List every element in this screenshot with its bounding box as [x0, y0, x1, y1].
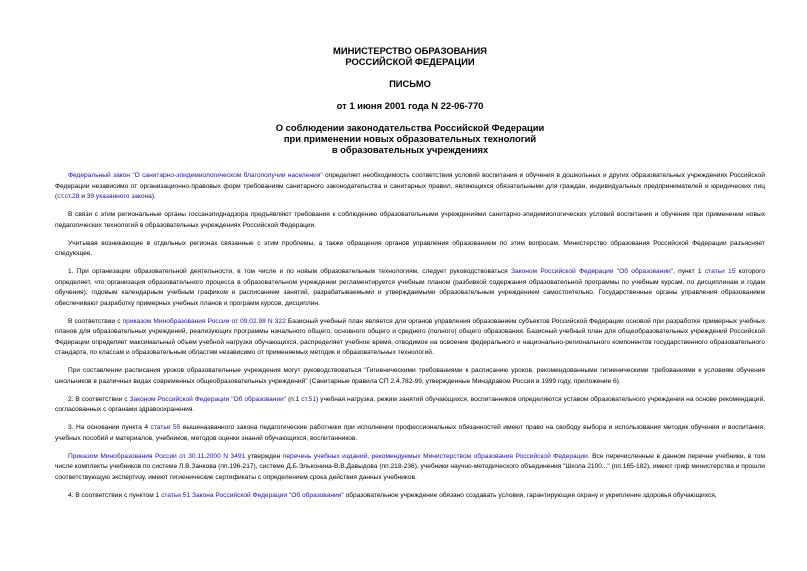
link-article-28[interactable]: ст.ст.28 — [57, 193, 80, 200]
link-article-39[interactable]: 39 указанного закона — [86, 193, 152, 200]
paragraph-7-text-b: (п.1 — [286, 395, 302, 403]
document-date-number: от 1 июня 2001 года N 22-06-770 — [336, 100, 484, 111]
subject-line2: при применении новых образовательных технологий — [283, 133, 537, 144]
paragraph-7-text-c: ) учебная нагрузка, режим занятий обучающихся, воспитанников определяются уставом образовательного учреждения на основе рекомендаций, согласованных с органами здравоохранения. — [55, 395, 765, 413]
paragraph-1-text-a: определяет необходимость соответствия условий воспитания и обучения в дошкольных и других образовательных учреждениях Российской Федерации независимо от организационно-правовых форм требованиям санитарного законодательства и санитарных правил, являющихся обязательными для граждан, индивидуальных предпринимателей и юридических лиц ( — [55, 172, 765, 200]
paragraph-5-text-a: В соответствии с — [68, 317, 123, 325]
link-order-3491[interactable]: Приказом Минобразования России от 30.11.2000 N 3491 — [68, 452, 246, 460]
document-body — [55, 171, 765, 501]
ministry-name-line2: РОССИЙСКОЙ ФЕДЕРАЦИИ — [345, 56, 475, 67]
paragraph-9-text-a: утвержден — [245, 452, 283, 460]
paragraph-9 — [55, 452, 765, 484]
paragraph-9-text-b: . Все перечисленные в данном перечне учебники, в том числе комплекты учебников по системе Л.В.Занкова (пп.196-217), системе Д.Б.Эльконина-В.В.Давыдова (пп.218-236), учебники научно-методического объединения "Школа 2100..." (пп.165-182), имеют гриф министерства и прошли соответствующую экспертизу, имеют гигиенические сертификаты с определением срока действия данных учебников. — [55, 452, 765, 481]
link-article-51[interactable]: ст.51 — [301, 395, 317, 403]
link-education-law-2[interactable]: Законом Российской Федерации "Об образовании" — [129, 395, 287, 403]
paragraph-8 — [55, 423, 765, 444]
document-header — [55, 0, 765, 111]
paragraph-2: В связи с этим региональные органы госсанэпиднадзора предъявляют требования к соблюдению образовательными учреждениями санитарно-эпидемиологических условий воспитания и обучения при применении новых педагогических технологий в образовательных учреждениях Российской Федерации. — [55, 211, 765, 229]
paragraph-4-text-a: 1. При организации образовательной деятельности, в том числе и по новым образовательным технологиям, следует руководствоваться — [68, 268, 512, 275]
ministry-name-line1: МИНИСТЕРСТВО ОБРАЗОВАНИЯ — [333, 45, 487, 56]
paragraph-7-text-a: 2. В соответствии с — [68, 395, 130, 403]
paragraph-10 — [55, 491, 765, 502]
link-education-law[interactable]: Законом Российской Федерации "Об образовании" — [511, 268, 674, 275]
link-article-55[interactable]: статьи 55 — [150, 424, 181, 431]
paragraph-5 — [55, 317, 765, 359]
subject-line3: в образовательных учреждениях — [331, 144, 489, 155]
paragraph-8-text-a: 3. На основании пункта 4 — [68, 424, 151, 431]
document-subject — [55, 122, 765, 155]
paragraph-1-text-c: ). — [151, 193, 156, 200]
paragraph-8-text-b: вышеназванного закона педагогические работники при исполнении профессиональных обязанностей имеют право на свободу выбора и использования методик обучения и воспитания, учебных пособий и материалов, учебников, методов оценки знаний обучающихся, воспитанников. — [55, 424, 765, 442]
paragraph-10-text-b: образовательное учреждение обязано создавать условия, гарантирующие охрану и укрепление здоровья обучающихся, — [343, 491, 717, 499]
link-order-322[interactable]: приказом Минобразования России от 09.02.98 N 322 — [122, 317, 286, 325]
link-textbook-list[interactable]: перечень учебных изданий, рекомендуемых Министерством образования Российской Федерации — [282, 452, 588, 460]
link-article-51-law[interactable]: статьи 51 Закона Российской Федерации "Об образовании" — [161, 491, 344, 499]
subject-line1: О соблюдении законодательства Российской Федерации — [275, 122, 545, 133]
paragraph-10-text-a: 4. В соответствии с пунктом 1 — [68, 491, 162, 499]
paragraph-1 — [55, 171, 765, 203]
document-type: ПИСЬМО — [389, 78, 431, 89]
paragraph-5-text-b: Базисный учебный план является для органов управления образованием субъектов Российской Федерации основой при разработке примерных учебных планов для образовательных учреждений, реализующих программы начального общего, основного общего и среднего (полного) общего образования. Базисный учебный план для общеобразовательных учреждений Российской Федерации определяет максимальный объем учебной нагрузки обучающихся, распределяет учебное время, отводимое на освоение федерального и национально-регионального компонентов государственного образовательного стандарта, по классам и образовательным областям независимо от применяемых методик и образовательных технологий. — [55, 317, 765, 356]
paragraph-3: Учитывая возникающие в отдельных регионах связанные с этим проблемы, а также обращения органов управления образованием по этим вопросам, Министерство образования Российской Федерации разъясняет следующее. — [55, 239, 765, 257]
link-article-15[interactable]: статьи 15 — [704, 268, 736, 275]
paragraph-6: При составлении расписания уроков образовательные учреждения могут руководствоваться "Гигиеническими требованиями к расписанию уроков, рекомендованными гигиеническими требованиями к условиям обучения школьников в различных видах современных общеобразовательных учреждений" (Санитарные правила СП 2.4.782-99, утвержденные Минздравом России в 1999 году, приложение 6). — [55, 367, 765, 385]
paragraph-4-text-c: которого определяет, что организация образовательного процесса в образовательном учреждении регламентируется учебным планом (разбивкой содержания образовательной программы по учебным курсам, по дисциплинам и годам обучения), годовым календарным учебным графиком и расписанием занятий, разрабатываемыми и утверждаемыми образовательным учреждением самостоятельно. Государственные органы управления образованием обеспечивают разработку примерных учебных планов и программ курсов, дисциплин. — [55, 268, 766, 307]
paragraph-7 — [55, 395, 765, 416]
link-sanitary-law[interactable]: Федеральный закон "О санитарно-эпидемиологическом благополучии населения" — [68, 172, 323, 179]
paragraph-4-text-b: , пункт 1 — [673, 268, 705, 275]
paragraph-4 — [55, 267, 765, 309]
paragraph-1-text-b: и — [79, 193, 87, 200]
